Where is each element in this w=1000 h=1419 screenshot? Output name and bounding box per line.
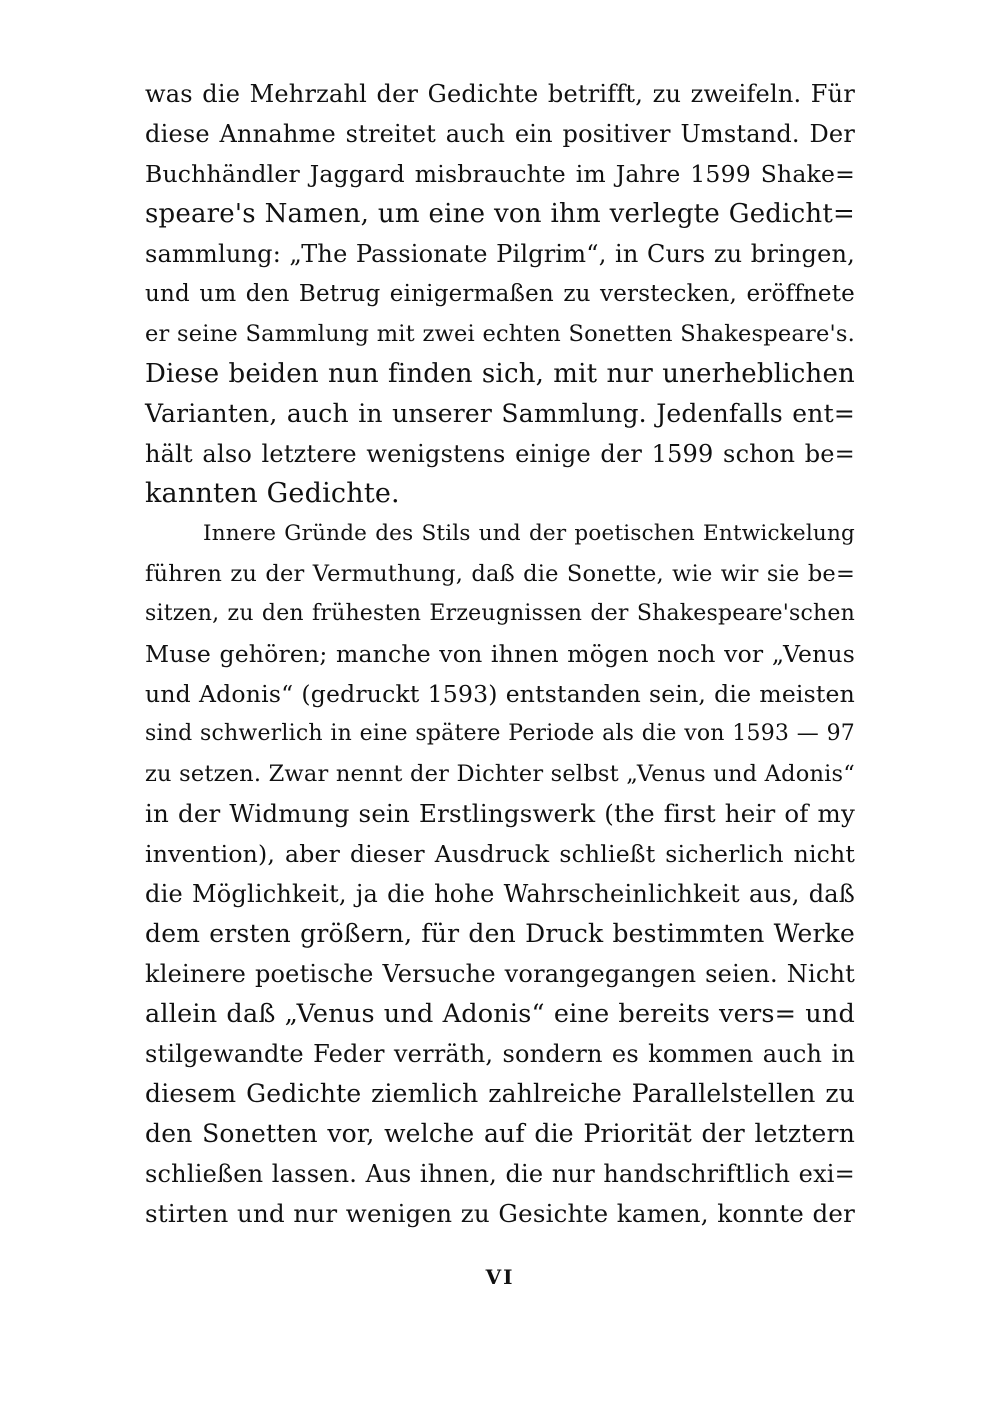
text-line: stirten und nur wenigen zu Gesichte kamen, konnte der: [145, 1199, 855, 1228]
text-line: zu setzen. Zwar nennt der Dichter selbst „Venus und Adonis“: [145, 761, 855, 787]
paragraph-2: [145, 514, 855, 1234]
text-line: allein daß „Venus und Adonis“ eine bereits vers= und: [145, 999, 855, 1029]
text-line: diesem Gedichte ziemlich zahlreiche Parallelstellen zu: [145, 1079, 855, 1108]
text-line: und um den Betrug einigermaßen zu verstecken, eröffnete: [145, 281, 855, 307]
paragraph-1: [145, 74, 855, 514]
text-line: Diese beiden nun finden sich, mit nur unerheblichen: [145, 359, 855, 389]
text-line: sind schwerlich in eine spätere Periode als die von 1593 — 97: [145, 721, 855, 746]
text-line: die Möglichkeit, ja die hohe Wahrscheinlichkeit aus, daß: [145, 880, 855, 908]
text-line: er seine Sammlung mit zwei echten Sonetten Shakespeare's.: [145, 321, 855, 347]
body-text: [145, 74, 855, 1234]
text-line: Muse gehören; manche von ihnen mögen noch vor „Venus: [145, 640, 855, 668]
text-line: in der Widmung sein Erstlingswerk (the first heir of my: [145, 799, 855, 828]
text-line: invention), aber dieser Ausdruck schließt sicherlich nicht: [145, 840, 855, 868]
text-line: was die Mehrzahl der Gedichte betrifft, zu zweifeln. Für: [145, 80, 855, 108]
text-line: sitzen, zu den frühesten Erzeugnissen der Shakespeare'schen: [145, 601, 855, 626]
text-line: diese Annahme streitet auch ein positiver Umstand. Der: [145, 120, 855, 148]
text-line: speare's Namen, um eine von ihm verlegte Gedicht=: [145, 199, 855, 229]
page-number: VI: [485, 1265, 515, 1289]
text-line: hält also letztere wenigstens einige der 1599 schon be=: [145, 440, 855, 468]
text-line: Varianten, auch in unserer Sammlung. Jedenfalls ent=: [145, 399, 855, 428]
text-line: den Sonetten vor, welche auf die Priorität der letztern: [145, 1119, 855, 1148]
text-line: sammlung: „The Passionate Pilgrim“, in Curs zu bringen,: [145, 240, 855, 268]
text-line: Innere Gründe des Stils und der poetischen Entwickelung: [203, 521, 855, 546]
text-line: stilgewandte Feder verräth, sondern es kommen auch in: [145, 1040, 855, 1068]
text-line: dem ersten größern, für den Druck bestimmten Werke: [145, 919, 855, 948]
text-line: kannten Gedichte.: [145, 478, 400, 509]
text-line: kleinere poetische Versuche vorangegangen seien. Nicht: [145, 960, 855, 988]
text-line: Buchhändler Jaggard misbrauchte im Jahre 1599 Shake=: [145, 160, 855, 188]
text-line: schließen lassen. Aus ihnen, die nur handschriftlich exi=: [145, 1160, 855, 1188]
text-line: führen zu der Vermuthung, daß die Sonette, wie wir sie be=: [145, 561, 855, 587]
text-line: und Adonis“ (gedruckt 1593) entstanden sein, die meisten: [145, 680, 855, 708]
